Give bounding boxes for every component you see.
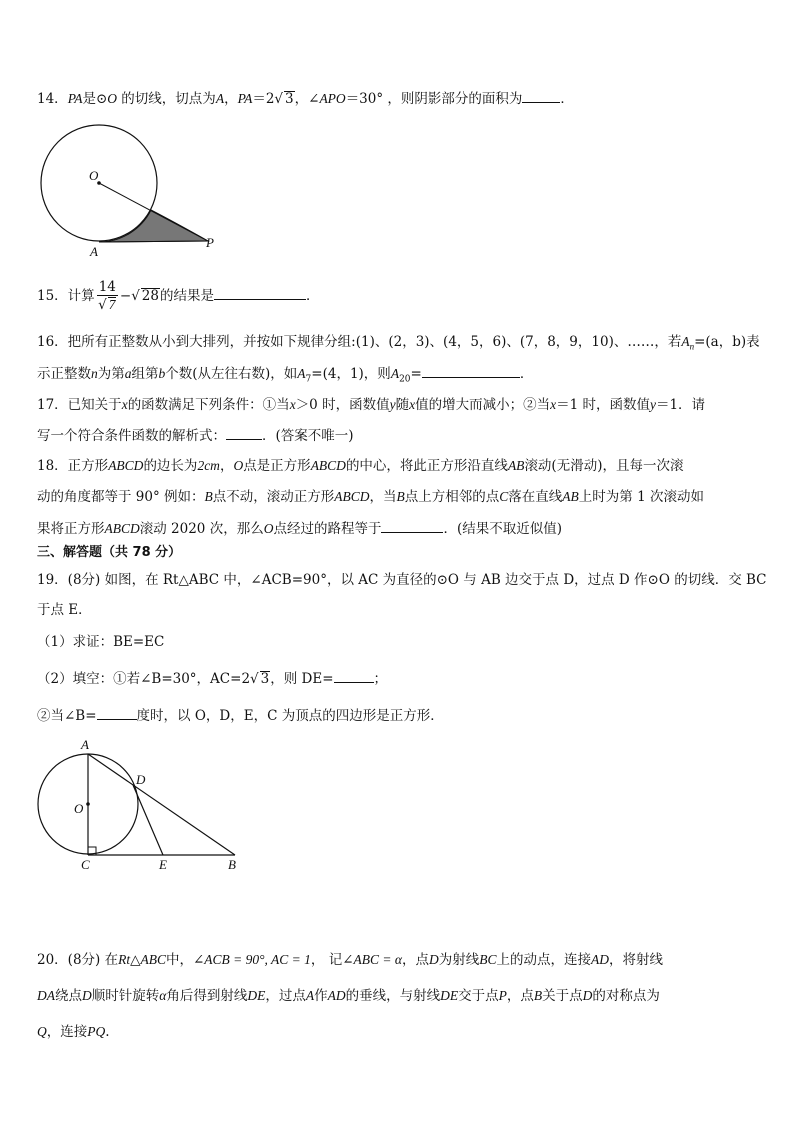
answer-blank[interactable] [522,88,560,103]
q16-line2: 示正整数n为第a组第b个数(从左往右数)，如$A_7=(4$，1)，则$A_{20}=$ ． [37,363,533,390]
shaded-region [99,210,208,242]
q14-text: 14．PA是⊙O 的切线，切点为A，PA＝2√ 3，∠APO＝30° ，则阴影部分的面积为 ． [37,88,574,109]
q19-part2: （2）填空：①若∠B=30°，AC=2√ 3，则 DE= ； [37,668,387,689]
label-d: D [136,772,146,787]
label-e: E [159,857,167,872]
q19-figure [30,732,250,877]
label-o: O [89,168,99,183]
answer-blank[interactable] [97,705,137,720]
q17-line1: 17．已知关于x的函数满足下列条件：①当x＞0 时，函数值y随x值的增大而减小；②当x＝1 时，函数值y＝1．请 [37,397,706,413]
section-heading: 三、解答题（共 78 分） [37,545,182,560]
label-p: P [206,235,214,250]
q18-line2: 动的角度都等于 90° 例如：B点不动，滚动正方形ABCD，当B点上方相邻的点C落在直线AB上时为第 1 次滚动如 [37,489,704,505]
label-b: B [228,857,236,872]
q18-line1: 18．正方形ABCD的边长为2cm，O点是正方形ABCD的中心，将此正方形沿直线AB滚动(无滑动)，且每一次滚 [37,458,684,474]
q18-line3: 果将正方形ABCD滚动 2020 次，那么O点经过的路程等于 ．(结果不取近似值) [37,518,562,539]
q17-line2: 写一个符合条件函数的解析式： ．(答案不唯一) [37,425,354,446]
center-point [86,802,90,806]
answer-blank[interactable] [422,363,520,378]
answer-blank[interactable] [381,518,443,533]
answer-blank[interactable] [226,425,262,440]
label-a: A [81,737,89,752]
q19-part1: （1）求证：BE=EC [37,634,165,650]
answer-blank[interactable] [334,668,374,683]
label-c: C [81,857,90,872]
q20-line2: DA绕点D顺时针旋转α角后得到射线DE，过点A作AD的垂线，与射线DE交于点P，点B关于点D的对称点为 [37,988,660,1004]
sqrt-symbol: √ [274,91,284,107]
q19-line1: 19．(8分) 如图，在 Rt△ABC 中，∠ACB=90°，以 AC 为直径的⊙O 与 AB 边交于点 D，过点 D 作⊙O 的切线．交 BC [37,572,767,588]
answer-blank[interactable] [214,285,306,300]
q15-text: 15．计算 $\frac{14}{√ 7}$ −√ 28的结果是 ． [37,279,320,313]
q16-line1: 16．把所有正整数从小到大排列，并按如下规律分组:(1)、(2，3)、(4，5，6)、(7，8，9，10)、……，若$A_n=(a$，b)表 [37,334,760,352]
q20-line3: Q，连接PQ. [37,1024,110,1040]
label-o: O [74,801,84,816]
q20-line1: 20．(8分) 在Rt△ABC中，∠ACB = 90°, AC = 1， 记∠ABC = α，点D为射线BC上的动点，连接AD，将射线 [37,952,663,968]
q19-part3: ②当∠B= 度时，以 O，D，E，C 为顶点的四边形是正方形． [37,705,444,726]
q19-line2: 于点 E． [37,602,92,618]
label-a: A [90,244,98,259]
q14-figure [36,118,226,263]
segment-ab [88,754,235,855]
fraction: $\frac{14}{√ 7}$ [98,279,116,313]
